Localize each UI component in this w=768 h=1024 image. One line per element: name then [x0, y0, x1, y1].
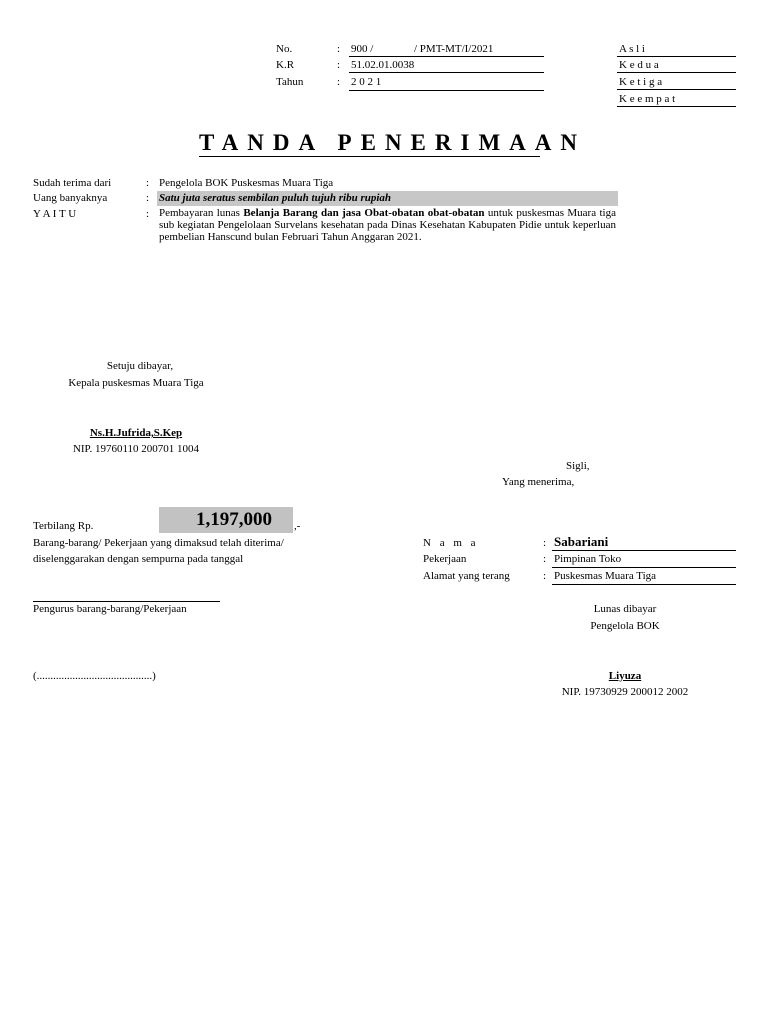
- copy-underline: [617, 72, 736, 73]
- copy-ketiga: K e t i g a: [619, 76, 663, 88]
- received-from-separator: :: [146, 177, 150, 189]
- recipient-job-separator: :: [543, 553, 547, 565]
- no-separator: :: [337, 43, 341, 55]
- kr-label: K.R: [276, 59, 295, 71]
- document-title: TANDA PENERIMAAN: [199, 130, 586, 155]
- copy-keempat: K e e m p a t: [619, 93, 676, 105]
- received-from-value: Pengelola BOK Puskesmas Muara Tiga: [159, 177, 334, 189]
- amount-words-value: Satu juta seratus sembilan puluh tujuh ribu rupiah: [157, 191, 618, 206]
- no-label: No.: [276, 43, 293, 55]
- title-underline: [199, 156, 540, 157]
- recipient-job-label: Pekerjaan: [423, 553, 467, 565]
- no-prefix: 900 /: [351, 43, 374, 55]
- amount-words-label: Uang banyaknya: [33, 192, 108, 204]
- kr-underline: [349, 72, 544, 73]
- statement-line2: diselenggarakan dengan sempurna pada tanggal: [33, 553, 244, 565]
- approval-nip: NIP. 19760110 200701 1004: [72, 443, 200, 455]
- approval-line1: Setuju dibayar,: [106, 360, 174, 372]
- recipient-address-underline: [552, 584, 736, 585]
- recipient-heading: Yang menerima,: [502, 476, 575, 488]
- recipient-address-label: Alamat yang terang: [423, 570, 510, 582]
- place-sigli: Sigli,: [566, 460, 590, 472]
- purpose-label: Y A I T U: [33, 208, 77, 220]
- approval-line2: Kepala puskesmas Muara Tiga: [68, 377, 204, 389]
- recipient-job-underline: [552, 567, 736, 568]
- no-suffix: / PMT-MT/I/2021: [414, 43, 494, 55]
- copy-kedua: K e d u a: [619, 59, 659, 71]
- purpose-prefix: Pembayaran lunas: [159, 207, 244, 219]
- kr-separator: :: [337, 59, 341, 71]
- recipient-name-separator: :: [543, 537, 547, 549]
- purpose-separator: :: [146, 208, 150, 220]
- copy-underline: [617, 56, 736, 57]
- copy-underline: [617, 106, 736, 107]
- recipient-name-label: N a m a: [423, 537, 479, 549]
- tahun-value: 2 0 2 1: [351, 76, 382, 88]
- no-underline: [349, 56, 544, 57]
- recipient-address-separator: :: [543, 570, 547, 582]
- manager-signature-blank: (..........................................): [33, 670, 156, 682]
- statement-line1: Barang-barang/ Pekerjaan yang dimaksud telah diterima/: [33, 537, 284, 549]
- recipient-name-underline: [552, 550, 736, 551]
- approval-name: Ns.H.Jufrida,S.Kep: [89, 427, 183, 439]
- amount-value: 1,197,000: [196, 509, 272, 530]
- amount-label: Terbilang Rp.: [33, 520, 94, 532]
- copy-underline: [617, 89, 736, 90]
- payment-nip: NIP. 19730929 200012 2002: [561, 686, 689, 698]
- recipient-address-value: Puskesmas Muara Tiga: [554, 570, 657, 582]
- payment-name: Liyuza: [608, 670, 642, 682]
- tahun-separator: :: [337, 76, 341, 88]
- purpose-rest: untuk puskesmas Muara tiga sub kegiatan Pengelolaan Survelans kesehatan pada Dinas Kesehatan Kabupaten Pidie untuk keperluan pembelian Hanscund bulan Februari Tahun Anggaran 2021.: [159, 207, 616, 243]
- purpose-text: [159, 207, 616, 243]
- received-from-label: Sudah terima dari: [33, 177, 112, 189]
- manager-label: Pengurus barang-barang/Pekerjaan: [33, 603, 187, 615]
- amount-words-separator: :: [146, 192, 150, 204]
- copy-asli: A s l i: [619, 43, 645, 55]
- recipient-job-value: Pimpinan Toko: [554, 553, 622, 565]
- recipient-name-value: Sabariani: [554, 534, 609, 549]
- manager-signature-line: [33, 601, 220, 602]
- tahun-label: Tahun: [276, 76, 304, 88]
- tahun-underline: [349, 90, 544, 91]
- amount-suffix: ,-: [294, 520, 301, 532]
- purpose-bold: Belanja Barang dan jasa Obat-obatan obat-obatan: [243, 207, 485, 219]
- payment-line1: Lunas dibayar: [593, 603, 657, 615]
- kr-value: 51.02.01.0038: [351, 59, 415, 71]
- payment-line2: Pengelola BOK: [590, 620, 660, 632]
